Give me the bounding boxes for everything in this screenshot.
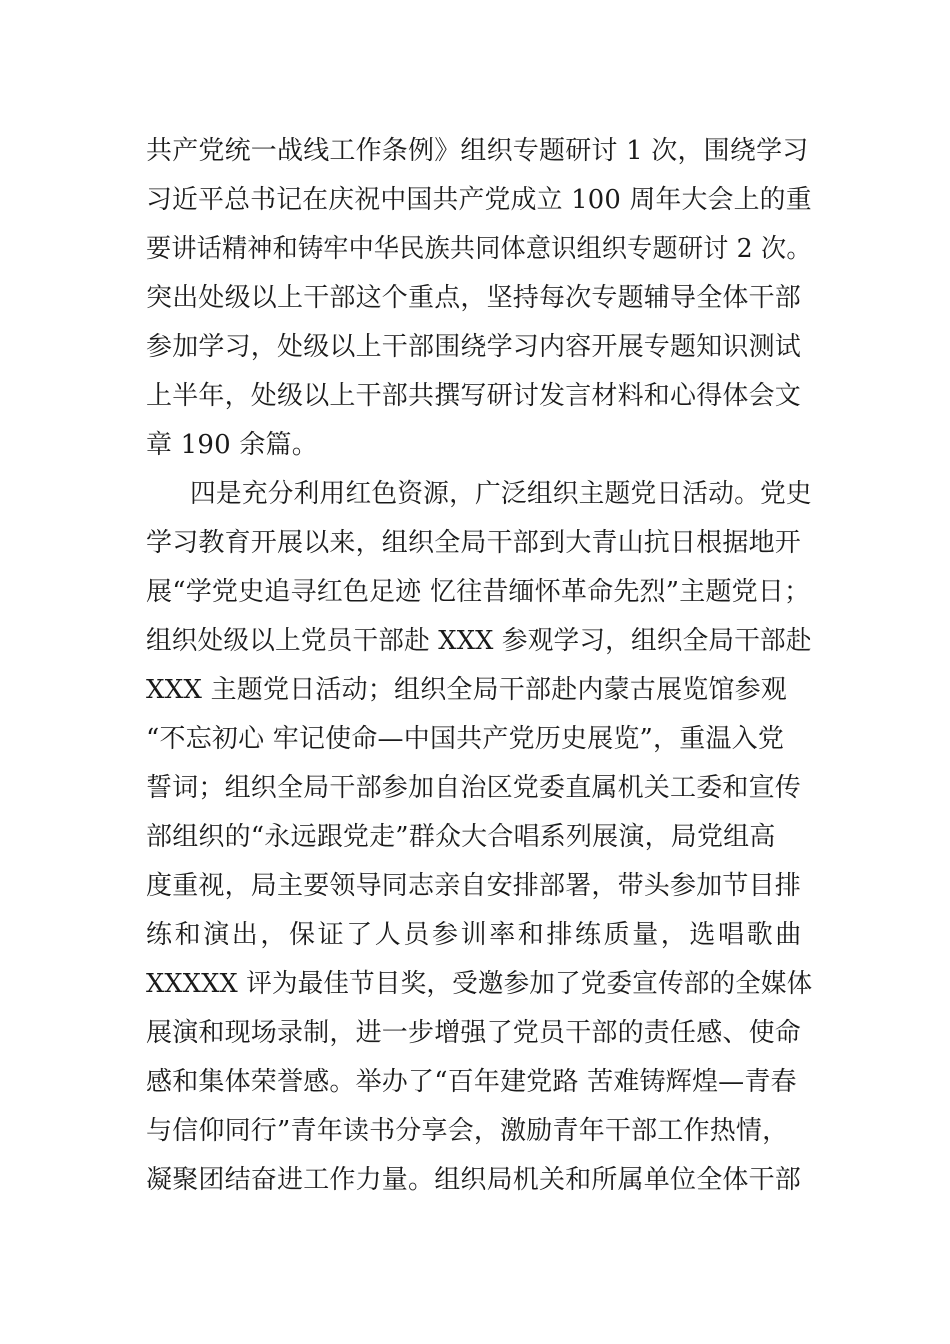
paragraph-2-line-13: 感和集体荣誉感。举办了“百年建党路 苦难铸辉煌—青春 xyxy=(146,1067,797,1097)
paragraph-1-line-1: 共产党统一战线工作条例》组织专题研讨 1 次，围绕学习 xyxy=(146,136,809,166)
paragraph-2-line-12: 展演和现场录制，进一步增强了党员干部的责任感、使命 xyxy=(146,1018,802,1048)
paragraph-2-line-15: 凝聚团结奋进工作力量。组织局机关和所属单位全体干部 xyxy=(146,1165,802,1195)
paragraph-1-line-7: 章 190 余篇。 xyxy=(146,430,318,460)
paragraph-1-line-4: 突出处级以上干部这个重点，坚持每次专题辅导全体干部 xyxy=(146,283,802,313)
paragraph-2-line-8: 部组织的“永远跟党走”群众大合唱系列展演，局党组高 xyxy=(146,822,776,852)
paragraph-2-line-1: 四是充分利用红色资源，广泛组织主题党日活动。党史 xyxy=(190,479,812,509)
paragraph-2-line-10: 练和演出，保证了人员参训率和排练质量，选唱歌曲 xyxy=(146,920,804,950)
paragraph-2-line-3: 展“学党史追寻红色足迹 忆往昔缅怀革命先烈”主题党日； xyxy=(146,577,811,607)
paragraph-1-line-2: 习近平总书记在庆祝中国共产党成立 100 周年大会上的重 xyxy=(146,185,812,215)
paragraph-2-line-5: XXX 主题党日活动；组织全局干部赴内蒙古展览馆参观 xyxy=(146,675,787,705)
paragraph-2-line-4: 组织处级以上党员干部赴 XXX 参观学习，组织全局干部赴 xyxy=(146,626,812,656)
paragraph-1-line-3: 要讲话精神和铸牢中华民族共同体意识组织专题研讨 2 次。 xyxy=(146,234,812,264)
paragraph-1-line-6: 上半年，处级以上干部共撰写研讨发言材料和心得体会文 xyxy=(146,381,802,411)
paragraph-1-line-5: 参加学习，处级以上干部围绕学习内容开展专题知识测试 xyxy=(146,332,802,362)
paragraph-2-line-6: “不忘初心 牢记使命—中国共产党历史展览”，重温入党 xyxy=(146,724,785,754)
paragraph-2-line-9: 度重视，局主要领导同志亲自安排部署，带头参加节目排 xyxy=(146,871,802,901)
paragraph-2-line-11: XXXXX 评为最佳节目奖，受邀参加了党委宣传部的全媒体 xyxy=(146,969,813,999)
paragraph-2-line-7: 誓词；组织全局干部参加自治区党委直属机关工委和宣传 xyxy=(146,773,802,803)
paragraph-2-line-2: 学习教育开展以来，组织全局干部到大青山抗日根据地开 xyxy=(146,528,802,558)
paragraph-2-line-14: 与信仰同行”青年读书分享会，激励青年干部工作热情， xyxy=(146,1116,789,1146)
